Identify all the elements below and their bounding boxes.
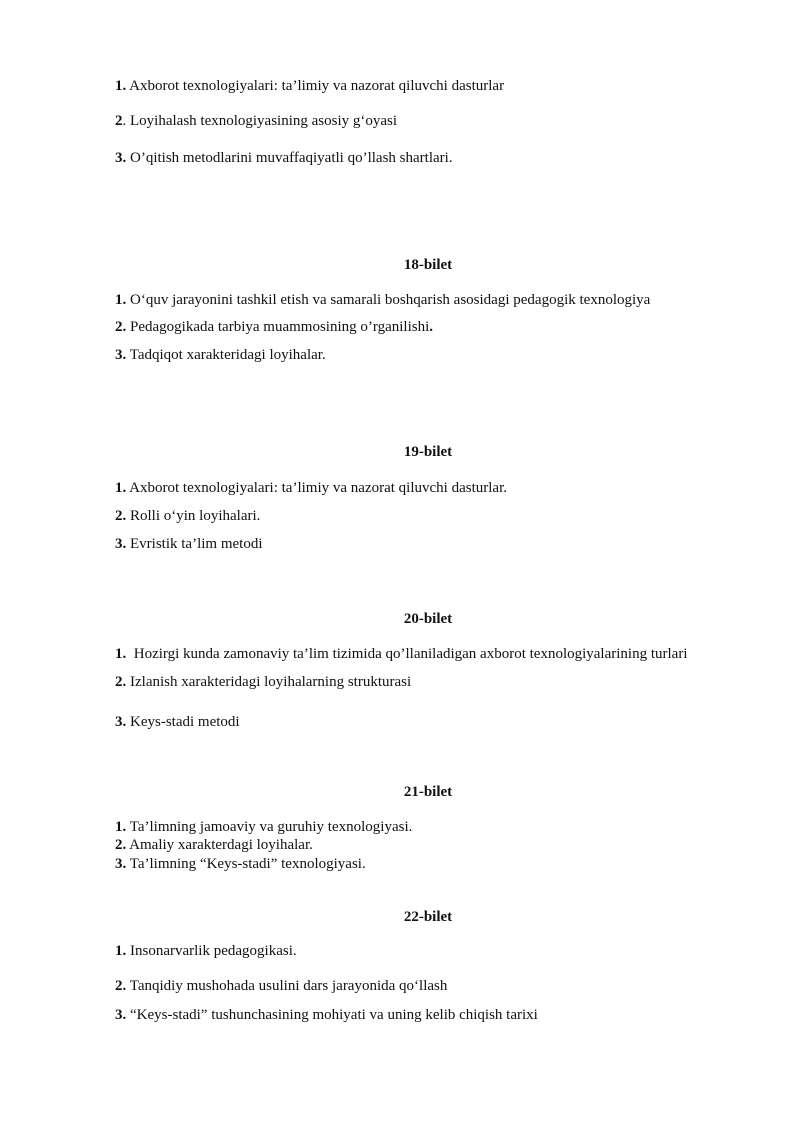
item-text: Amaliy xarakterdagi loyihalar. (126, 837, 313, 853)
ticket-22-title: 22-bilet (403, 909, 453, 925)
item-text: Keys-stadi metodi (126, 714, 240, 730)
ticket-21-title: 21-bilet (403, 784, 453, 800)
item-number: 1. (115, 943, 127, 959)
item-number: 2. (115, 319, 127, 335)
item-number: 1. (115, 78, 127, 94)
item-number: 3. (115, 714, 127, 730)
intro-item-1 (115, 77, 504, 95)
ticket-20-item-3 (115, 713, 240, 731)
ticket-22-item-3 (115, 1006, 538, 1024)
ticket-20-title: 20-bilet (403, 611, 453, 627)
item-text: Tanqidiy mushohada usulini dars jarayonida qo‘llash (126, 978, 448, 994)
item-text: Ta’limning “Keys-stadi” texnologiyasi. (126, 856, 366, 872)
ticket-19-title: 19-bilet (403, 444, 453, 460)
item-text: Tadqiqot xarakteridagi loyihalar. (126, 347, 326, 363)
item-number: 1. (115, 292, 127, 308)
item-text: Pedagogikada tarbiya muammosining o’rganilishi (126, 319, 430, 335)
item-text: Ta’limning jamoaviy va guruhiy texnologiyasi. (126, 819, 413, 835)
ticket-21-item-2 (115, 836, 313, 854)
intro-item-2 (115, 112, 397, 130)
item-text: Insonarvarlik pedagogikasi. (126, 943, 297, 959)
ticket-18-title: 18-bilet (403, 257, 453, 273)
ticket-19-item-3 (115, 535, 262, 553)
ticket-22-item-1 (115, 942, 297, 960)
ticket-21-item-3 (115, 855, 366, 873)
item-number: 2. (115, 674, 127, 690)
ticket-22-item-2 (115, 977, 447, 995)
item-text: Rolli o‘yin loyihalari. (126, 508, 261, 524)
item-number: 3. (115, 1007, 127, 1023)
item-text: O’qitish metodlarini muvaffaqiyatli qo’llash shartlari. (126, 150, 453, 166)
ticket-20-item-1 (115, 645, 688, 663)
ticket-18-item-2 (115, 318, 433, 336)
item-number: 1. (115, 646, 127, 662)
item-number: 2. (115, 837, 127, 853)
item-text: “Keys-stadi” tushunchasining mohiyati va uning kelib chiqish tarixi (126, 1007, 538, 1023)
ticket-20-item-2 (115, 673, 411, 691)
item-tail: . (429, 319, 434, 335)
item-number: 2. (115, 978, 127, 994)
item-text: Axborot texnologiyalari: ta’limiy va nazorat qiluvchi dasturlar (126, 78, 505, 94)
item-text: Hozirgi kunda zamonaviy ta’lim tizimida qo’llaniladigan axborot texnologiyalarining turlari (126, 646, 688, 662)
item-number: 3. (115, 150, 127, 166)
item-text: Izlanish xarakteridagi loyihalarning strukturasi (126, 674, 412, 690)
intro-item-3 (115, 149, 453, 167)
item-number: 1. (115, 480, 127, 496)
item-number: 3. (115, 536, 127, 552)
item-text: . Loyihalash texnologiyasining asosiy g‘oyasi (122, 113, 398, 129)
item-text: O‘quv jarayonini tashkil etish va samarali boshqarish asosidagi pedagogik texnologiya (126, 292, 651, 308)
item-text: Axborot texnologiyalari: ta’limiy va nazorat qiluvchi dasturlar. (126, 480, 507, 496)
item-text: Evristik ta’lim metodi (126, 536, 263, 552)
item-number: 1. (115, 819, 127, 835)
ticket-21-item-1 (115, 818, 412, 836)
ticket-19-item-2 (115, 507, 260, 525)
item-number: 2 (115, 113, 123, 129)
item-number: 2. (115, 508, 127, 524)
ticket-18-item-3 (115, 346, 326, 364)
ticket-19-item-1 (115, 479, 507, 497)
item-number: 3. (115, 347, 127, 363)
item-number: 3. (115, 856, 127, 872)
ticket-18-item-1 (115, 291, 650, 309)
